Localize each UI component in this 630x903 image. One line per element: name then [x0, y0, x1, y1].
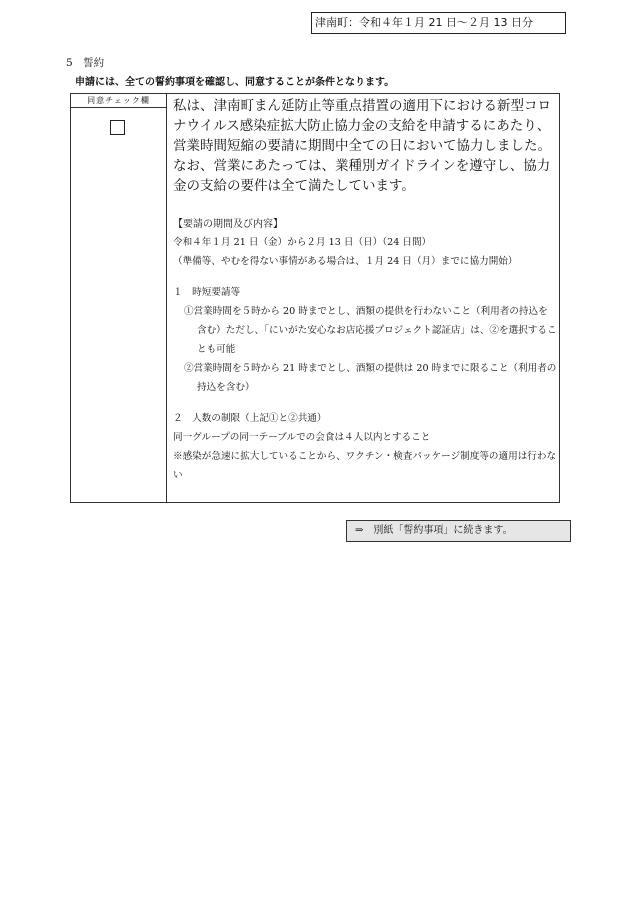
period-label: 津南町：令和４年１月 21 日～２月 13 日分 — [311, 12, 566, 34]
item1-option1: ①営業時間を５時から 20 時までとし、酒類の提供を行わないこと（利用者の持込を含む）ただし、「にいがた安心なお店応援プロジェクト認証店」は、②を選択することも可能 — [184, 306, 557, 355]
item2-note: ※感染が急速に拡大していることから、ワクチン・検査パッケージ制度等の適用は行わない — [173, 451, 557, 481]
item2-title: ２ 人数の制限（上記①と②共通） — [173, 413, 327, 424]
item1-title: １ 時短要請等 — [173, 287, 241, 298]
pledge-table — [70, 93, 560, 503]
check-column-header: 同意チェック欄 — [71, 94, 166, 108]
period-range: 令和４年１月 21 日（金）から２月 13 日（日）（24 日間） — [173, 237, 432, 248]
consent-checkbox[interactable] — [110, 120, 125, 135]
period-note: （準備等、やむを得ない事情がある場合は、１月 24 日（月）までに協力開始） — [173, 256, 518, 267]
pledge-content — [173, 96, 557, 485]
item1-option2: ②営業時間を５時から 21 時までとし、酒類の提供は 20 時までに限ること（利用者の持込を含む） — [184, 363, 557, 393]
pledge-statement: 私は、津南町まん延防止等重点措置の適用下における新型コロナウイルス感染症拡大防止協力金の支給を申請するにあたり、営業時間短縮の要請に期間中全ての日において協力しました。なお、営業にあたっては、業種別ガイドラインを遵守し、協力金の支給の要件は全て満たしています。 — [173, 98, 551, 194]
requirement-note: 申請には、全ての誓約事項を確認し、同意することが条件となります。 — [75, 77, 395, 88]
item2-body: 同一グループの同一テーブルでの会食は４人以内とすること — [173, 432, 431, 443]
section-heading: 5 誓約 — [66, 57, 105, 69]
column-divider — [166, 94, 167, 502]
continue-note: ⇒ 別紙「誓約事項」に続きます。 — [346, 520, 571, 542]
period-title: 【要請の期間及び内容】 — [173, 219, 283, 230]
